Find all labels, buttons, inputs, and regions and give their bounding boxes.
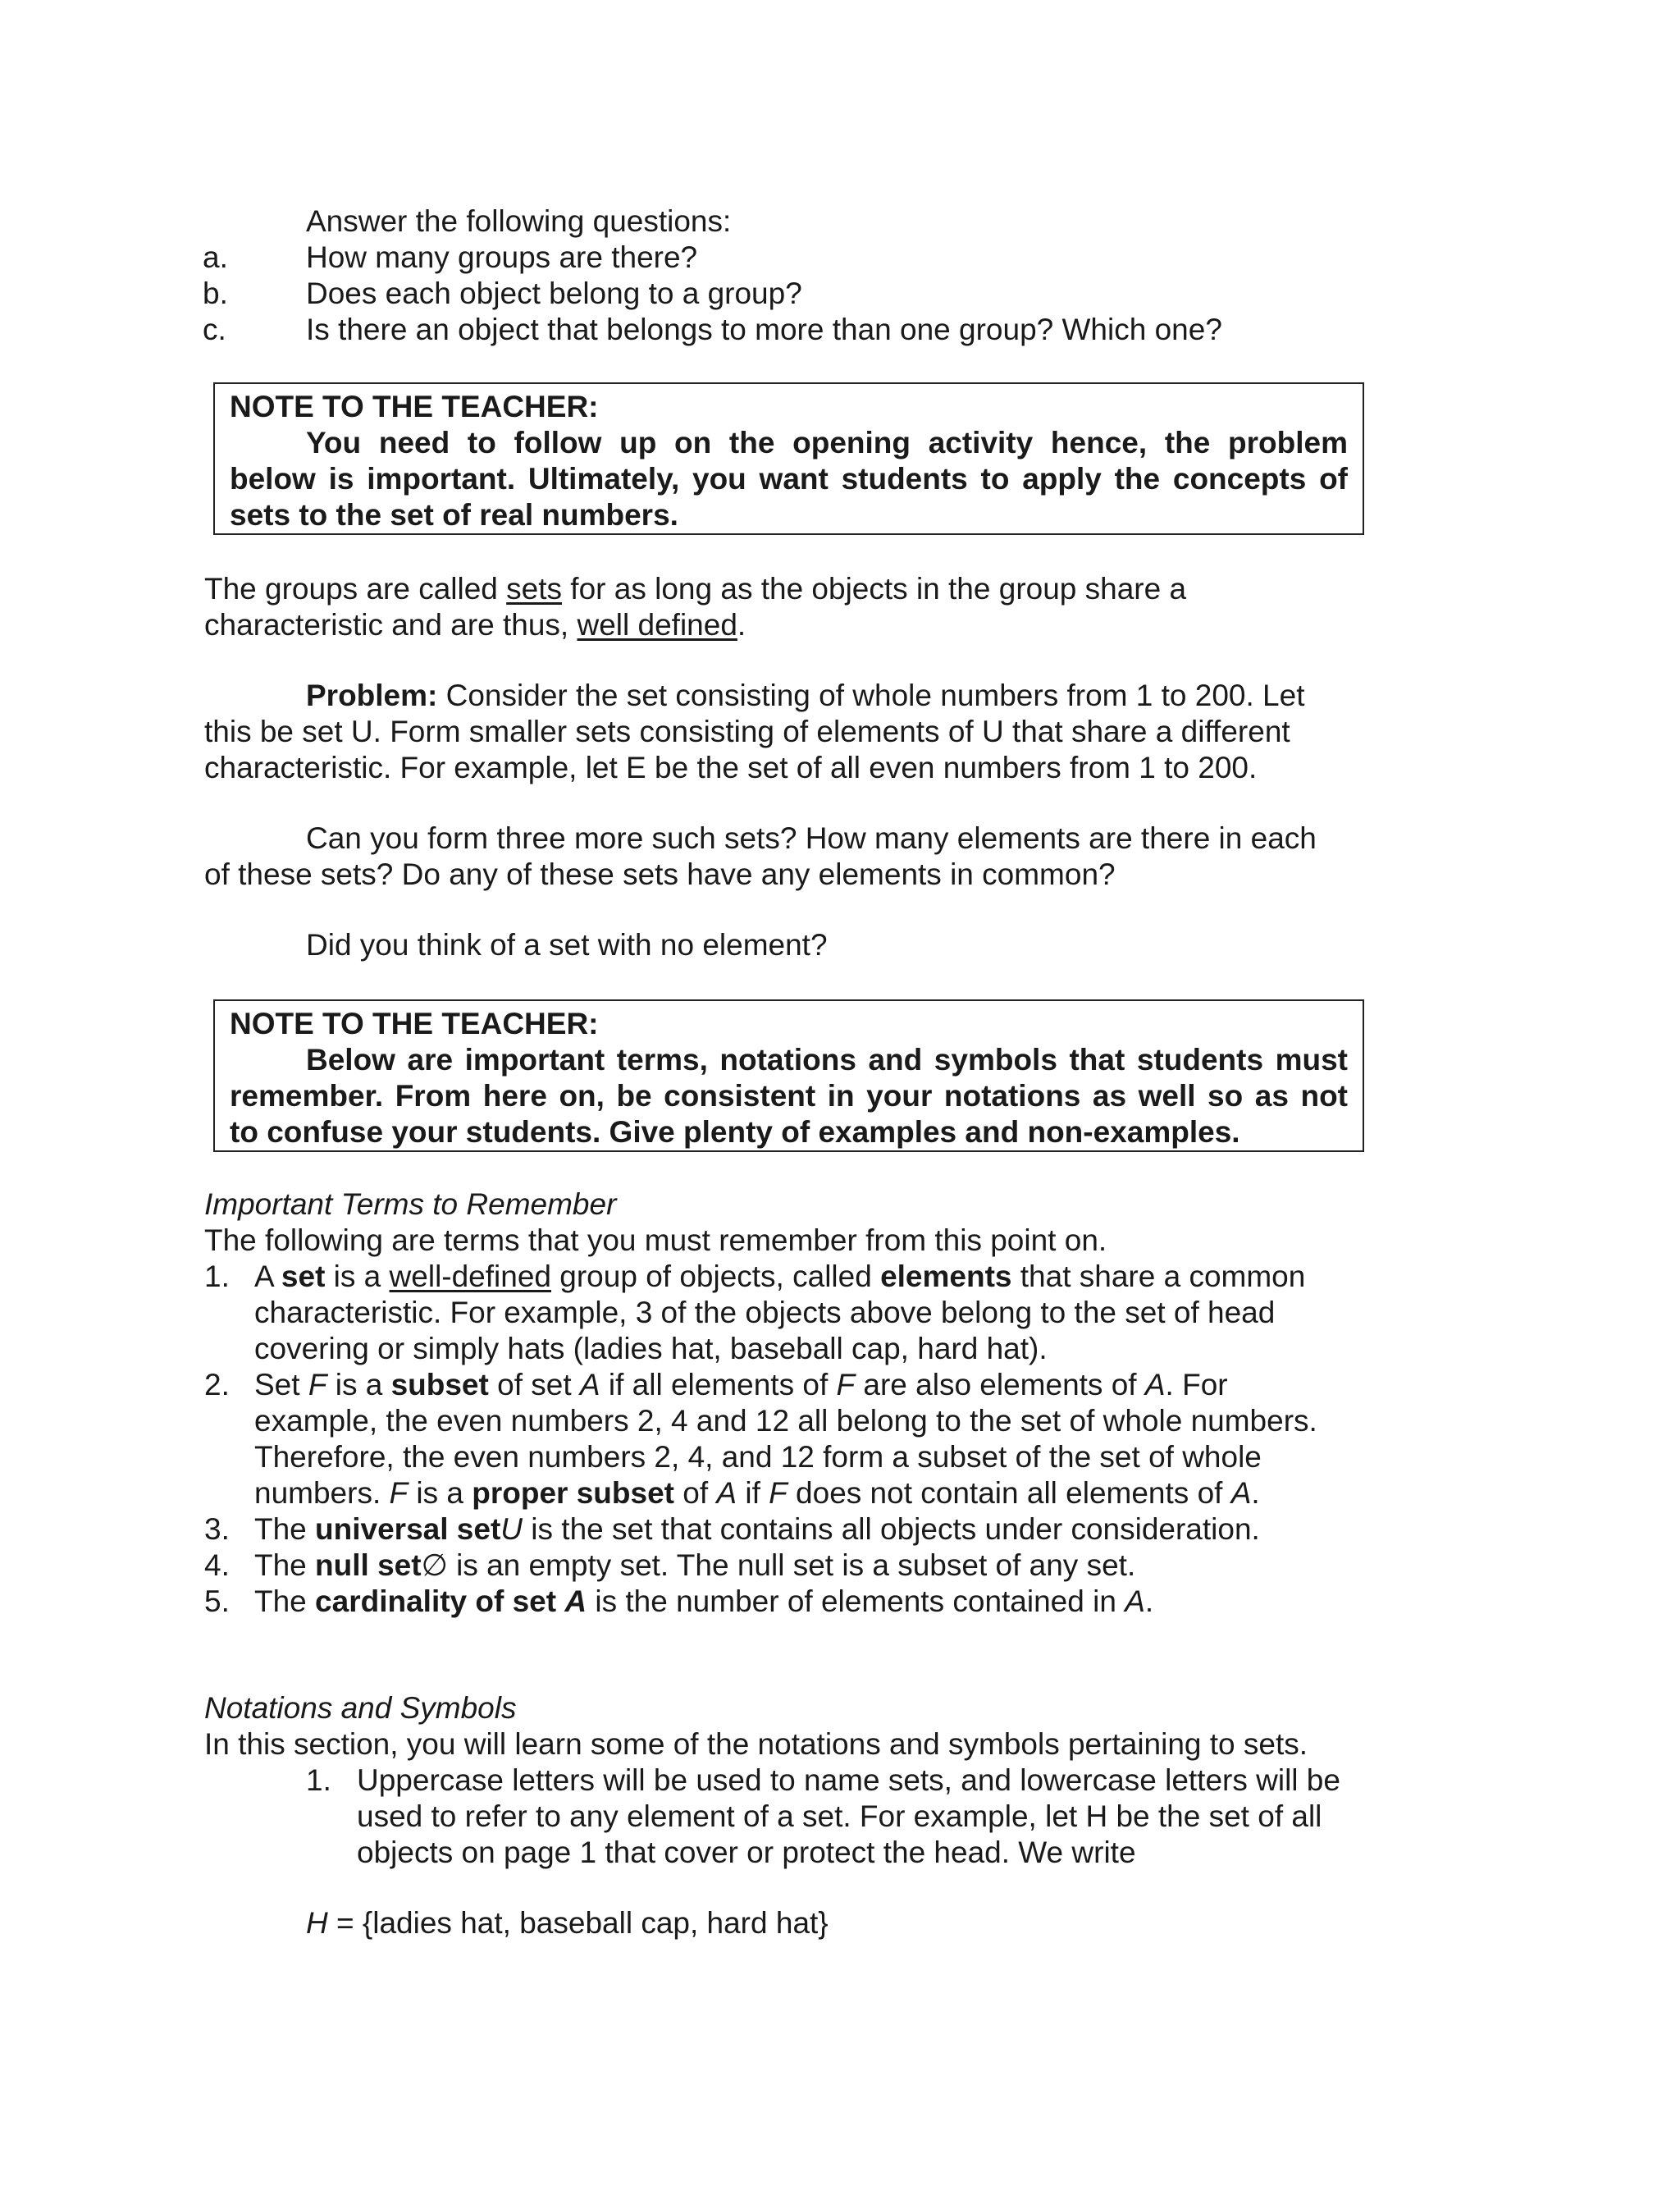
term-line: [254, 1584, 1153, 1620]
text-run: The: [254, 1512, 316, 1546]
text-run: is the set that contains all objects under consideration.: [523, 1512, 1260, 1546]
bold-term: null set: [315, 1548, 422, 1582]
text-run: is a: [408, 1476, 472, 1510]
bold-term: proper subset: [472, 1476, 674, 1510]
text-run: does not contain all elements of: [787, 1476, 1231, 1510]
term-line: [254, 1548, 1135, 1584]
text-run: if all elements of: [600, 1368, 837, 1401]
text-run: is the number of elements contained in: [587, 1584, 1125, 1618]
text-run: group of objects, called: [551, 1260, 881, 1293]
text-run: of: [673, 1476, 717, 1510]
notation-line: Uppercase letters will be used to name sets, and lowercase letters will be: [357, 1763, 1340, 1797]
term-line: [254, 1511, 1260, 1548]
text-run: is an empty set. The null set is a subset of any set.: [447, 1548, 1136, 1582]
list-number: 2.: [204, 1368, 230, 1401]
bold-term: subset: [390, 1368, 489, 1401]
problem-line: characteristic. For example, let E be the set of all even numbers from 1 to 200.: [204, 751, 1258, 784]
text-run: . For: [1165, 1368, 1228, 1401]
note-text-line: below is important. Ultimately, you want students to apply the concepts of: [230, 462, 1348, 496]
text-run: are also elements of: [855, 1368, 1145, 1401]
note-text-line: to confuse your students. Give plenty of examples and non-examples.: [230, 1115, 1240, 1149]
problem-line: [306, 678, 1304, 714]
notation-line: used to refer to any element of a set. For example, let H be the set of all: [357, 1799, 1322, 1833]
list-number: 1.: [306, 1763, 331, 1797]
question-text: How many groups are there?: [306, 240, 698, 274]
list-number: 4.: [204, 1548, 230, 1582]
questions-intro: Answer the following questions:: [306, 204, 732, 238]
text-run: The: [254, 1584, 316, 1618]
note-text-line: You need to follow up on the opening activity hence, the problem: [306, 426, 1348, 459]
math-var: A: [1230, 1476, 1252, 1510]
followup-line: Can you form three more such sets? How many elements are there in each: [306, 821, 1317, 855]
groups-paragraph-line: [204, 571, 1186, 607]
section-intro: The following are terms that you must remember from this point on.: [204, 1223, 1107, 1257]
text-run: .: [737, 608, 746, 642]
math-var: H: [306, 1906, 328, 1940]
note-text-line: remember. From here on, be consistent in your notations as well so as not: [230, 1079, 1348, 1113]
followup-question: Did you think of a set with no element?: [306, 928, 828, 962]
term-line: [254, 1259, 1305, 1295]
math-var: A: [716, 1476, 737, 1510]
question-letter: c.: [203, 313, 226, 346]
section-heading: Notations and Symbols: [204, 1691, 517, 1725]
teacher-note-box: [213, 382, 1364, 535]
underlined-term: well-defined: [389, 1260, 551, 1293]
term-line: Therefore, the even numbers 2, 4, and 12 form a subset of the set of whole: [254, 1440, 1262, 1474]
groups-paragraph-line: [204, 607, 746, 643]
notation-line: objects on page 1 that cover or protect the head. We write: [357, 1836, 1136, 1869]
text-run: numbers.: [254, 1476, 390, 1510]
bold-term: set: [281, 1260, 326, 1293]
text-run: The groups are called: [204, 572, 507, 606]
text-run: of set: [488, 1368, 580, 1401]
bold-term: cardinality of set: [315, 1584, 565, 1618]
text-run: that share a common: [1011, 1260, 1306, 1293]
term-line: example, the even numbers 2, 4 and 12 all belong to the set of whole numbers.: [254, 1404, 1317, 1438]
math-var: F: [389, 1476, 409, 1510]
set-example: [306, 1905, 829, 1941]
question-letter: b.: [203, 277, 228, 310]
question-letter: a.: [203, 240, 228, 274]
text-run: = {ladies hat, baseball cap, hard hat}: [327, 1906, 829, 1940]
math-var: A: [1125, 1584, 1145, 1618]
math-var: U: [500, 1512, 523, 1546]
math-var: F: [769, 1476, 788, 1510]
followup-line: of these sets? Do any of these sets have any elements in common?: [204, 857, 1116, 891]
term-line: covering or simply hats (ladies hat, baseball cap, hard hat).: [254, 1332, 1048, 1365]
math-var: A: [564, 1584, 587, 1618]
text-run: .: [1251, 1476, 1260, 1510]
text-run: Set: [254, 1368, 308, 1401]
section-heading: Important Terms to Remember: [204, 1187, 617, 1221]
text-run: characteristic and are thus,: [204, 608, 578, 642]
teacher-note-box: [213, 999, 1364, 1152]
term-line: characteristic. For example, 3 of the objects above belong to the set of head: [254, 1296, 1276, 1329]
text-run: is a: [325, 1260, 390, 1293]
math-var: A: [1144, 1368, 1166, 1401]
list-number: 3.: [204, 1512, 230, 1546]
term-sets: sets: [506, 572, 563, 606]
text-run: if: [737, 1476, 769, 1510]
note-heading: NOTE TO THE TEACHER:: [230, 1007, 599, 1040]
bold-term: elements: [880, 1260, 1012, 1293]
note-heading: NOTE TO THE TEACHER:: [230, 390, 599, 423]
question-text: Does each object belong to a group?: [306, 277, 802, 310]
text-run: .: [1144, 1584, 1154, 1618]
note-text-line: sets to the set of real numbers.: [230, 498, 678, 532]
list-number: 1.: [204, 1260, 230, 1293]
list-number: 5.: [204, 1584, 230, 1618]
term-well-defined: well defined: [577, 608, 737, 642]
text-run: is a: [326, 1368, 391, 1401]
question-text: Is there an object that belongs to more than one group? Which one?: [306, 313, 1222, 346]
section-intro: In this section, you will learn some of the notations and symbols pertaining to sets.: [204, 1727, 1308, 1761]
bold-term: universal set: [315, 1512, 501, 1546]
term-line: [254, 1475, 1260, 1511]
math-var: F: [308, 1368, 327, 1401]
problem-line: this be set U. Form smaller sets consisting of elements of U that share a different: [204, 715, 1290, 748]
text-run: Consider the set consisting of whole numbers from 1 to 200. Let: [437, 679, 1305, 712]
empty-set-icon: ∅: [421, 1548, 448, 1582]
text-run: for as long as the objects in the group share a: [562, 572, 1187, 606]
term-line: [254, 1367, 1228, 1403]
math-var: A: [579, 1368, 600, 1401]
note-text-line: Below are important terms, notations and symbols that students must: [306, 1043, 1348, 1077]
text-run: The: [254, 1548, 316, 1582]
math-var: F: [836, 1368, 856, 1401]
problem-label: Problem:: [306, 679, 438, 712]
text-run: A: [254, 1260, 281, 1293]
